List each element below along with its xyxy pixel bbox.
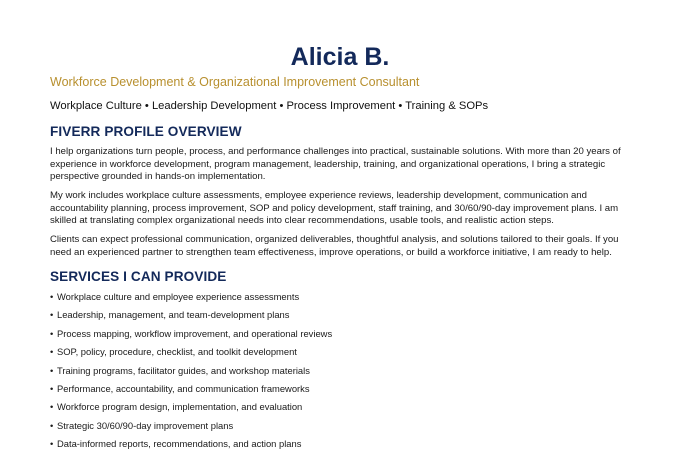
profile-tagline: Workplace Culture • Leadership Development • Process Improvement • Training & SOPs — [50, 100, 489, 112]
overview-paragraph-3: Clients can expect professional communication, organized deliverables, thoughtful analysis, and solutions tailored to their goals. If you need an experienced partner to strengthen team effectiveness, improve operations, or build a workforce initiative, I am ready to help. — [50, 234, 619, 258]
bullet-icon: • — [50, 309, 54, 321]
profile-name: Alicia B. — [290, 43, 390, 71]
bullet-icon: • — [50, 364, 54, 376]
service-item — [50, 346, 332, 364]
service-item-label: Process mapping, workflow improvement, and operational reviews — [57, 327, 333, 339]
service-item — [50, 401, 332, 419]
service-item-label: Leadership, management, and team-development plans — [57, 309, 290, 321]
services-list — [50, 291, 332, 457]
bullet-icon: • — [50, 401, 54, 413]
bullet-icon: • — [50, 291, 54, 302]
bullet-icon: • — [50, 346, 54, 358]
service-item-label: Performance, accountability, and communication frameworks — [57, 382, 310, 394]
overview-heading: FIVERR PROFILE OVERVIEW — [50, 124, 242, 139]
bullet-icon: • — [50, 438, 54, 450]
service-item — [50, 328, 332, 346]
overview-paragraph-2: My work includes workplace culture assessments, employee experience reviews, leadership development, communication and accountability planning, process improvement, SOP and policy development, staff training, and 30/60/90-day improvement plans. I am skilled at translating complex organizational needs into clear recommendations, usable tools, and realistic action steps. — [50, 190, 619, 226]
bullet-icon: • — [50, 327, 54, 339]
service-item — [50, 420, 332, 438]
service-item-label: SOP, policy, procedure, checklist, and toolkit development — [57, 346, 297, 358]
service-item — [50, 291, 332, 309]
overview-paragraph-1: I help organizations turn people, process, and performance challenges into practical, sustainable solutions. With more than 20 years of experience in workforce development, program management, leadership, training, and organizational operations, I bring a strategic perspective grounded in hands-on implementation. — [50, 146, 621, 182]
service-item — [50, 365, 332, 383]
service-item-label: Training programs, facilitator guides, and workshop materials — [57, 364, 310, 376]
service-item-label: Workforce program design, implementation, and evaluation — [57, 401, 303, 413]
bullet-icon: • — [50, 382, 54, 394]
service-item — [50, 438, 332, 456]
profile-subtitle: Workforce Development & Organizational Improvement Consultant — [50, 75, 420, 89]
service-item-label: Strategic 30/60/90-day improvement plans — [57, 419, 234, 431]
bullet-icon: • — [50, 419, 54, 431]
service-item — [50, 383, 332, 401]
service-item — [50, 309, 332, 327]
service-item-label: Workplace culture and employee experience assessments — [57, 291, 300, 302]
services-heading: SERVICES I CAN PROVIDE — [50, 269, 227, 284]
service-item-label: Data-informed reports, recommendations, and action plans — [57, 438, 302, 450]
